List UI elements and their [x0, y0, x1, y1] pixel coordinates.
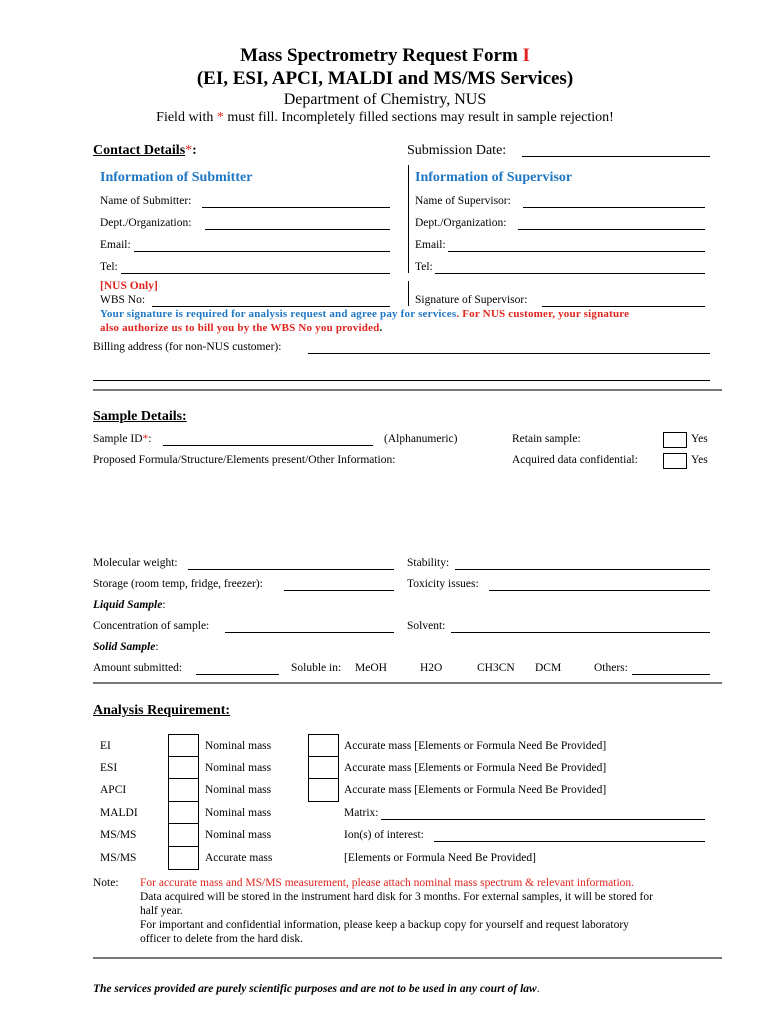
- technique-msms: MS/MS: [100, 829, 137, 841]
- solid-sample-heading: Solid Sample:: [93, 641, 159, 653]
- confidential-checkbox[interactable]: [663, 453, 687, 469]
- note-label: Note:: [93, 877, 119, 889]
- technique-ei: EI: [100, 740, 111, 752]
- amount-label: Amount submitted:: [93, 662, 183, 674]
- wbs-field[interactable]: [152, 306, 390, 307]
- solvent-option-meoh: MeOH: [355, 662, 387, 674]
- sample-id-label: Sample ID*:: [93, 433, 152, 445]
- column-divider: [408, 165, 409, 273]
- concentration-field[interactable]: [225, 632, 394, 633]
- solvent-field[interactable]: [451, 632, 710, 633]
- supervisor-dept-field[interactable]: [518, 229, 705, 230]
- toxicity-field[interactable]: [489, 590, 710, 591]
- submitter-heading: Information of Submitter: [100, 170, 253, 185]
- confidential-yes-label: Yes: [691, 454, 708, 466]
- apci-nominal-label: Nominal mass: [205, 784, 272, 796]
- submission-date-label: Submission Date:: [407, 143, 507, 158]
- alphanumeric-note: (Alphanumeric): [384, 433, 458, 445]
- note-line-4: For important and confidential information, please keep a backup copy for yourself and request laboratory: [140, 919, 629, 931]
- nus-only-label: [NUS Only]: [100, 280, 158, 292]
- molecular-weight-field[interactable]: [188, 569, 394, 570]
- supervisor-email-label: Email:: [415, 239, 446, 251]
- submitter-tel-label: Tel:: [100, 261, 118, 273]
- signature-agreement-line2: also authorize us to bill you by the WBS No you provided.: [100, 322, 383, 334]
- formula-label: Proposed Formula/Structure/Elements present/Other Information:: [93, 454, 396, 466]
- submitter-name-label: Name of Submitter:: [100, 195, 192, 207]
- storage-field[interactable]: [284, 590, 394, 591]
- supervisor-name-field[interactable]: [523, 207, 705, 208]
- disclaimer: The services provided are purely scientific purposes and are not to be used in any court of law.: [93, 983, 540, 995]
- retain-yes-label: Yes: [691, 433, 708, 445]
- submitter-tel-field[interactable]: [121, 273, 390, 274]
- others-field[interactable]: [632, 674, 710, 675]
- supervisor-email-field[interactable]: [448, 251, 705, 252]
- form-title: Mass Spectrometry Request Form I: [240, 45, 530, 66]
- esi-accurate-checkbox[interactable]: [308, 756, 339, 780]
- retain-sample-label: Retain sample:: [512, 433, 581, 445]
- amount-field[interactable]: [196, 674, 279, 675]
- toxicity-label: Toxicity issues:: [407, 578, 479, 590]
- msms-accurate-note: [Elements or Formula Need Be Provided]: [344, 852, 536, 864]
- maldi-nominal-label: Nominal mass: [205, 807, 272, 819]
- signature-label: Signature of Supervisor:: [415, 294, 528, 306]
- liquid-sample-heading: Liquid Sample:: [93, 599, 166, 611]
- wbs-label: WBS No:: [100, 294, 146, 306]
- billing-field-line2[interactable]: [93, 380, 710, 381]
- msms-accurate-checkbox[interactable]: [168, 846, 199, 870]
- solvent-label: Solvent:: [407, 620, 446, 632]
- billing-field[interactable]: [308, 353, 710, 354]
- section-divider: [93, 389, 722, 391]
- billing-label: Billing address (for non-NUS customer):: [93, 341, 282, 353]
- submitter-dept-label: Dept./Organization:: [100, 217, 192, 229]
- retain-sample-checkbox[interactable]: [663, 432, 687, 448]
- section-divider-2: [93, 682, 722, 684]
- apci-accurate-checkbox[interactable]: [308, 778, 339, 802]
- section-divider-3: [93, 957, 722, 959]
- stability-field[interactable]: [455, 569, 710, 570]
- ei-nominal-checkbox[interactable]: [168, 734, 199, 758]
- supervisor-heading: Information of Supervisor: [415, 170, 573, 185]
- concentration-label: Concentration of sample:: [93, 620, 210, 632]
- solvent-option-ch3cn: CH3CN: [477, 662, 515, 674]
- storage-label: Storage (room temp, fridge, freezer):: [93, 578, 263, 590]
- technique-apci: APCI: [100, 784, 127, 796]
- note-line-3: half year.: [140, 905, 183, 917]
- molecular-weight-label: Molecular weight:: [93, 557, 178, 569]
- submitter-email-field[interactable]: [134, 251, 390, 252]
- submitter-name-field[interactable]: [202, 207, 390, 208]
- esi-nominal-checkbox[interactable]: [168, 756, 199, 780]
- soluble-label: Soluble in:: [291, 662, 342, 674]
- msms-nominal-label: Nominal mass: [205, 829, 272, 841]
- ei-accurate-checkbox[interactable]: [308, 734, 339, 758]
- required-note: Field with * must fill. Incompletely filled sections may result in sample rejection!: [156, 110, 614, 125]
- ions-field[interactable]: [434, 841, 705, 842]
- confidential-label: Acquired data confidential:: [512, 454, 638, 466]
- ions-label: Ion(s) of interest:: [344, 829, 424, 841]
- submission-date-field[interactable]: [522, 156, 710, 157]
- supervisor-tel-label: Tel:: [415, 261, 433, 273]
- supervisor-dept-label: Dept./Organization:: [415, 217, 507, 229]
- note-line-5: officer to delete from the hard disk.: [140, 933, 303, 945]
- signature-agreement: Your signature is required for analysis request and agree pay for services. For NUS customer, your signature: [100, 308, 630, 320]
- matrix-label: Matrix:: [344, 807, 379, 819]
- ei-nominal-label: Nominal mass: [205, 740, 272, 752]
- department: Department of Chemistry, NUS: [283, 91, 487, 108]
- technique-maldi: MALDI: [100, 807, 138, 819]
- signature-field[interactable]: [542, 306, 705, 307]
- maldi-nominal-checkbox[interactable]: [168, 801, 199, 825]
- apci-nominal-checkbox[interactable]: [168, 778, 199, 802]
- stability-label: Stability:: [407, 557, 450, 569]
- analysis-heading: Analysis Requirement:: [93, 703, 231, 718]
- supervisor-name-label: Name of Supervisor:: [415, 195, 511, 207]
- sample-id-field[interactable]: [163, 445, 373, 446]
- solvent-option-dcm: DCM: [535, 662, 562, 674]
- technique-msms-accurate: MS/MS: [100, 852, 137, 864]
- esi-nominal-label: Nominal mass: [205, 762, 272, 774]
- supervisor-tel-field[interactable]: [435, 273, 705, 274]
- msms-accurate-label: Accurate mass: [205, 852, 273, 864]
- ei-accurate-label: Accurate mass [Elements or Formula Need Be Provided]: [344, 740, 607, 752]
- submitter-dept-field[interactable]: [205, 229, 390, 230]
- sample-heading: Sample Details:: [93, 409, 187, 424]
- others-label: Others:: [594, 662, 628, 674]
- note-line-2: Data acquired will be stored in the instrument hard disk for 3 months. For external samples, it will be stored for: [140, 891, 653, 903]
- esi-accurate-label: Accurate mass [Elements or Formula Need Be Provided]: [344, 762, 607, 774]
- note-red-line: For accurate mass and MS/MS measurement, please attach nominal mass spectrum & relevant information.: [140, 877, 635, 889]
- matrix-field[interactable]: [381, 819, 705, 820]
- form-subtitle: (EI, ESI, APCI, MALDI and MS/MS Services): [196, 68, 574, 89]
- column-divider-lower: [408, 281, 409, 306]
- apci-accurate-label: Accurate mass [Elements or Formula Need Be Provided]: [344, 784, 607, 796]
- contact-heading: Contact Details*:: [93, 143, 197, 158]
- technique-esi: ESI: [100, 762, 118, 774]
- submitter-email-label: Email:: [100, 239, 131, 251]
- solvent-option-h2o: H2O: [420, 662, 443, 674]
- msms-nominal-checkbox[interactable]: [168, 823, 199, 847]
